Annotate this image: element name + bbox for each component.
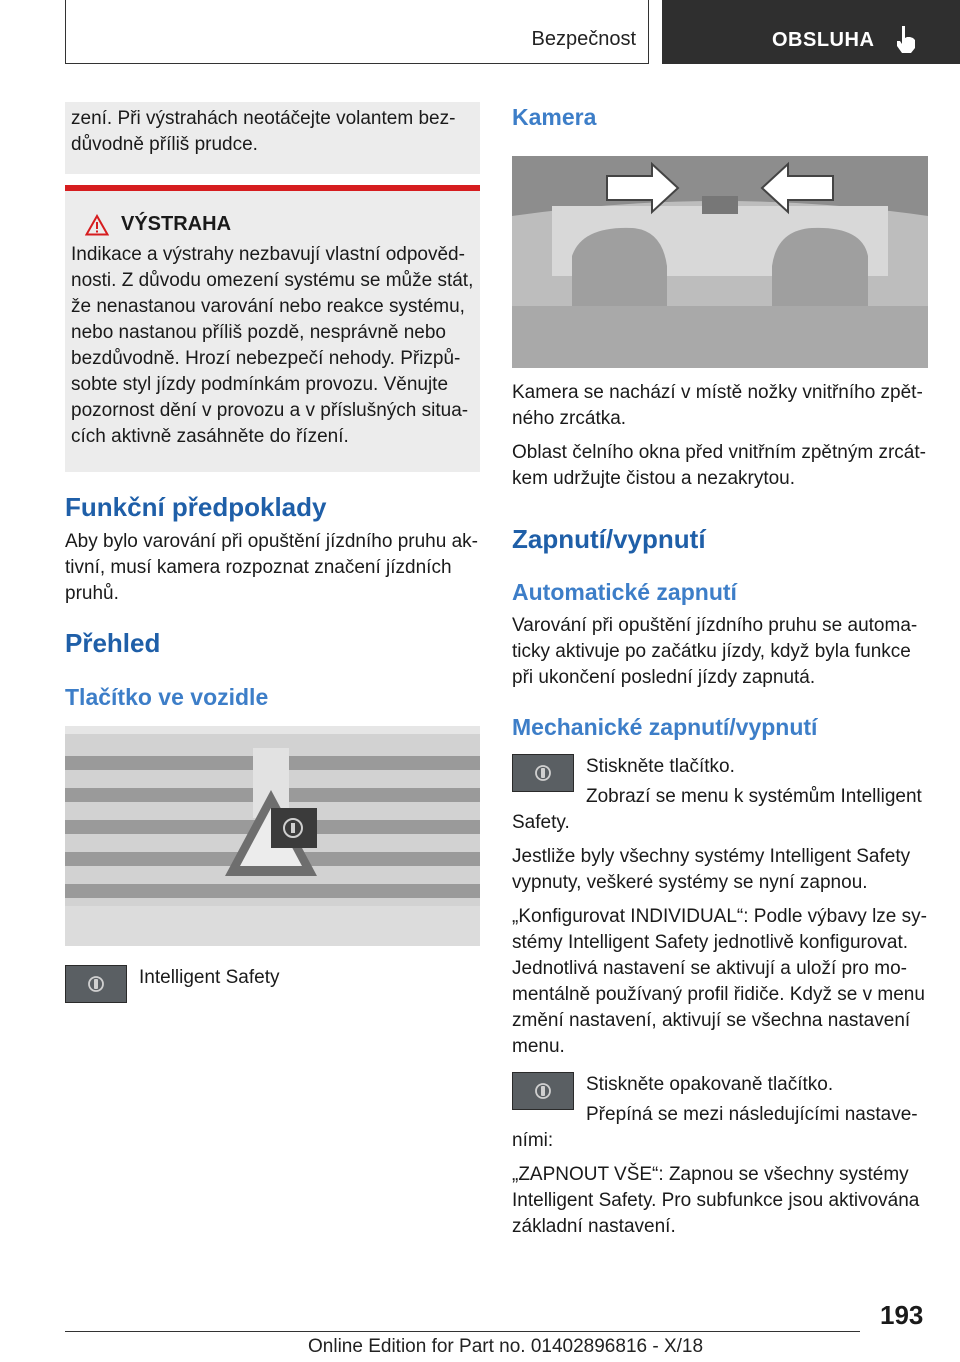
menu-line: Safety.: [512, 812, 570, 833]
individual-line: stémy Intelligent Safety jednotlivě konfigurovat.: [512, 932, 909, 953]
footer-edition: Online Edition for Part no. 01402896816 - X/18: [308, 1336, 704, 1357]
auto-line: ticky aktivuje po začátku jízdy, když byla funkce: [512, 641, 911, 662]
heading-manual-on-off: Mechanické zapnutí/vypnutí: [512, 714, 818, 740]
camera-line: Oblast čelního okna před vnitřním zpětným zrcát-: [512, 442, 926, 463]
heading-on-off: Zapnutí/vypnutí: [512, 524, 706, 554]
warning-line: sobte styl jízdy podmínkám provozu. Věnujte: [71, 374, 449, 395]
warning-line: že nenastanou varování nebo reakce systému,: [71, 296, 465, 317]
page-number: 193: [880, 1300, 924, 1330]
menu-line: Zobrazí se menu k systémům Intelligent: [586, 786, 922, 807]
individual-line: menu.: [512, 1036, 565, 1057]
individual-line: změní nastavení, aktivují se všechna nastavení: [512, 1010, 911, 1031]
heading-overview: Přehled: [65, 628, 161, 658]
warning-line: Indikace a výstrahy nezbavují vlastní odpověd-: [71, 244, 465, 265]
heading-button-in-vehicle: Tlačítko ve vozidle: [65, 684, 269, 710]
individual-line: Jednotlivá nastavení se aktivují a uloží pro mo-: [512, 958, 907, 979]
prereq-line: tivní, musí kamera rozpoznat značení jízdních: [65, 557, 452, 578]
instruction-press-repeat: Stiskněte opakovaně tlačítko.: [586, 1074, 834, 1095]
note-line: důvodně příliš prudce.: [71, 134, 258, 155]
chapter-title: OBSLUHA: [772, 29, 875, 51]
warning-line: bezdůvodně. Hrozí nebezpečí nehody. Přizpů-: [71, 348, 461, 369]
warning-line: nebo nastanou příliš pozdě, nesprávně nebo: [71, 322, 446, 343]
camera-photo: [512, 156, 928, 368]
warning-line: nosti. Z důvodu omezení systému se může stát,: [71, 270, 474, 291]
warning-box: [65, 185, 480, 472]
individual-line: „Konfigurovat INDIVIDUAL“: Podle výbavy lze sy-: [512, 906, 927, 927]
auto-line: Varování při opuštění jízdního pruhu se automa-: [512, 615, 918, 636]
auto-line: při ukončení poslední jízdy zapnutá.: [512, 667, 816, 688]
warning-triangle-icon: [85, 214, 109, 236]
warning-title: VÝSTRAHA: [121, 213, 232, 235]
chapter-tab: [662, 0, 960, 64]
prereq-line: Aby bylo varování při opuštění jízdního pruhu ak-: [65, 531, 478, 552]
button-photo: [65, 726, 480, 946]
heading-automatic-on: Automatické zapnutí: [512, 579, 737, 605]
all-on-line: základní nastavení.: [512, 1216, 676, 1237]
button-label: Intelligent Safety: [139, 967, 280, 988]
individual-line: mentálně používaný profil řidiče. Když se v menu: [512, 984, 925, 1005]
instruction-press: Stiskněte tlačítko.: [586, 756, 735, 777]
off-line: Jestliže byly všechny systémy Intelligent Safety: [512, 846, 911, 867]
switch-line: Přepíná se mezi následujícími nastave-: [586, 1104, 918, 1125]
heading-camera: Kamera: [512, 104, 597, 130]
prereq-line: pruhů.: [65, 583, 119, 604]
warning-line: pozornost dění v provozu a v příslušných situa-: [71, 400, 469, 421]
intelligent-safety-button-icon: [512, 754, 574, 792]
hand-pointer-icon: [894, 24, 918, 54]
all-on-line: „ZAPNOUT VŠE“: Zapnou se všechny systémy: [512, 1164, 909, 1185]
section-title: Bezpečnost: [531, 28, 636, 50]
warning-line: cích aktivně zasáhněte do řízení.: [71, 426, 349, 447]
footer-divider: [65, 1331, 860, 1332]
heading-prerequisites: Funkční předpoklady: [65, 492, 327, 522]
camera-line: Kamera se nachází v místě nožky vnitřního zpět-: [512, 382, 923, 403]
camera-line: kem udržujte čistou a nezakrytou.: [512, 468, 796, 489]
intelligent-safety-button-icon: [65, 965, 127, 1003]
all-on-line: Intelligent Safety. Pro subfunkce jsou aktivována: [512, 1190, 920, 1211]
off-line: vypnuty, veškeré systémy se nyní zapnou.: [512, 872, 868, 893]
header-section-box: [65, 0, 649, 64]
continued-note-box: [65, 102, 480, 174]
camera-line: ného zrcátka.: [512, 408, 627, 429]
note-line: zení. Při výstrahách neotáčejte volantem bez-: [71, 108, 456, 129]
intelligent-safety-button-icon: [512, 1072, 574, 1110]
switch-line: ními:: [512, 1130, 554, 1151]
